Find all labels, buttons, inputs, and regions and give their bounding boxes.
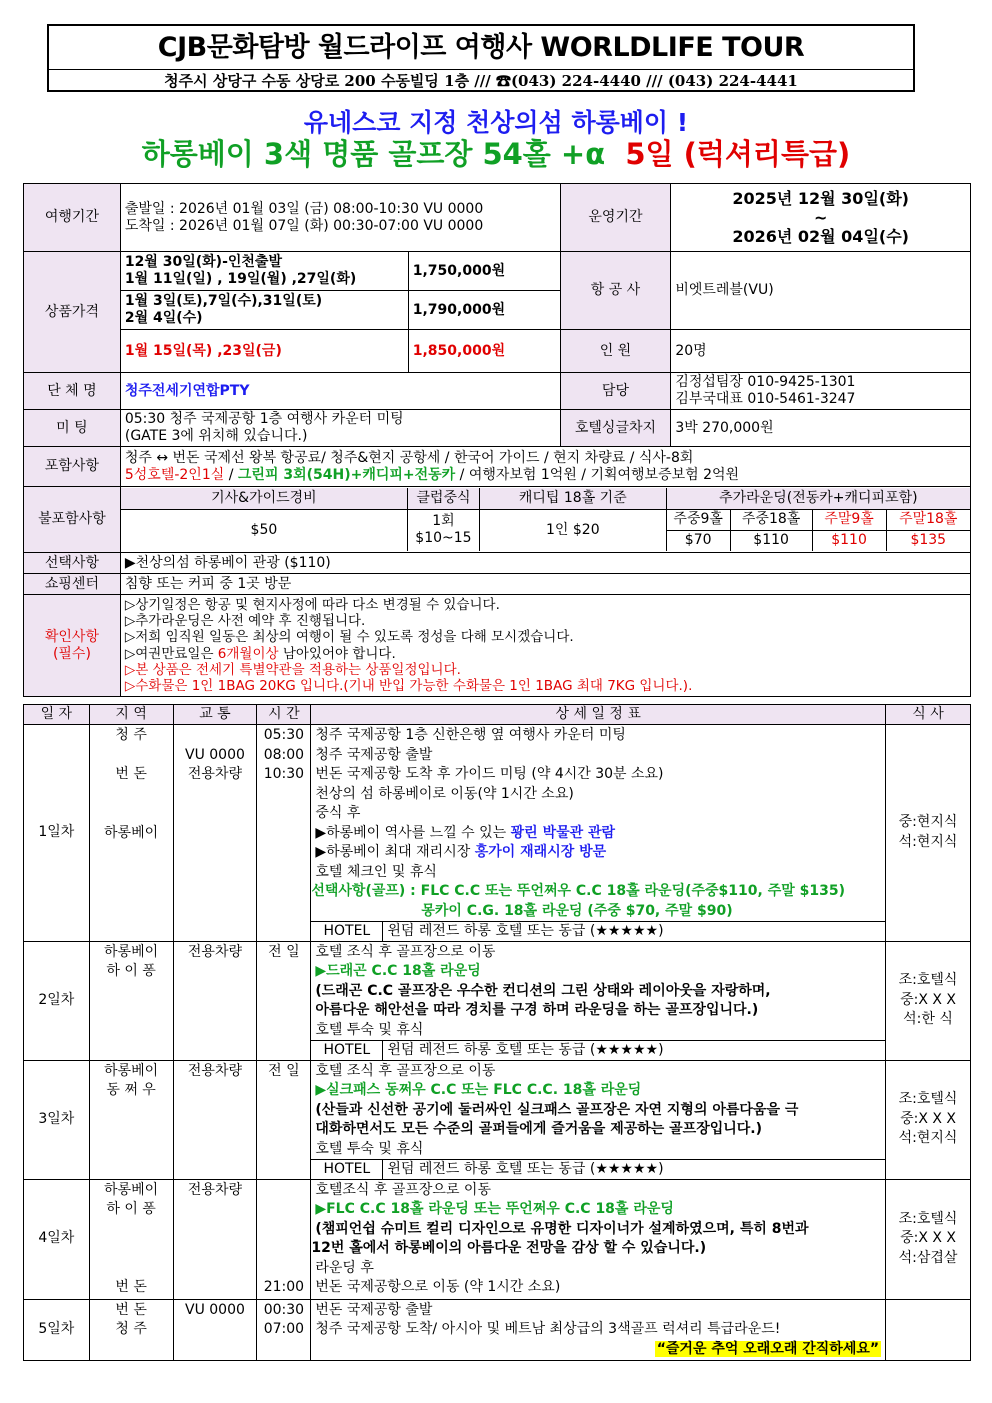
incl-line-2: [125, 467, 966, 484]
head-transport: 교 통: [173, 705, 257, 725]
head-time: 시 간: [257, 705, 311, 725]
time-1-c: 10:30: [263, 766, 305, 782]
meal-4-b: 중:X X X: [900, 1230, 956, 1247]
excl-lunch-1: 1회: [432, 513, 455, 530]
price-1: 1,750,000원: [408, 252, 560, 291]
meal-3-a: 조:호텔식: [898, 1091, 958, 1108]
round-value-3: $110: [812, 530, 886, 551]
contact-1: 김정섭팀장 010-9425-1301: [675, 374, 856, 390]
region-4-b: 하 이 퐁: [106, 1201, 156, 1217]
detail-1-2: 청주 국제공항 출발: [315, 746, 433, 763]
ops-label: 운영기간: [560, 184, 671, 252]
notice-passport-a: ▷여권만료일은: [124, 645, 218, 662]
head-region: 지 역: [89, 705, 173, 725]
detail-1-museum-a: ▶하롱베이 역사를 느낄 수 있는: [315, 824, 511, 841]
region-3: [89, 1060, 173, 1179]
hotel-label-3: HOTEL: [311, 1160, 383, 1180]
meals-1: [886, 725, 971, 942]
hotel-label-2: HOTEL: [311, 1041, 383, 1061]
price-dates-1a: 12월 30일(화)-인천출발: [124, 254, 282, 270]
incl-hotel: 5성호텔-2인1실: [124, 466, 225, 483]
price-2: 1,790,000원: [408, 291, 560, 330]
price-dates-2: [120, 291, 408, 330]
meals-5: [886, 1299, 971, 1361]
ops-end: 2026년 02월 04일(수): [732, 227, 909, 246]
detail-2-3: (드래곤 C.C 골프장은 우수한 컨디션의 그린 상태와 레이아웃을 자랑하며,: [315, 982, 771, 999]
head-meals: 식 사: [886, 705, 971, 725]
transport-1: [173, 725, 257, 942]
detail-2-1: 호텔 조식 후 골프장으로 이동: [315, 943, 496, 960]
detail-3-2: ▶실크패스 동쩌우 C.C 또는 FLC C.C. 18홀 라운딩: [315, 1082, 642, 1098]
promo-title-main: 하롱베이 3색 명품 골프장 54홀 +α: [141, 137, 606, 171]
detail-1-market-a: ▶하롱베이 최대 재리시장: [315, 844, 475, 860]
info-table: [23, 183, 971, 697]
day-4: 4일차: [24, 1179, 90, 1299]
shop-value: 침향 또는 커피 중 1곳 방문: [120, 574, 970, 595]
region-1-b: 번 돈: [115, 766, 147, 782]
meeting-2: (GATE 3에 위치해 있습니다.): [124, 428, 308, 444]
time-4-a: 21:00: [263, 1279, 305, 1295]
detail-1-opt1: 선택사항(골프) : FLC C.C 또는 뚜언쩌우 C.C 18홀 라운딩(주중$110, 주말 $135): [311, 883, 845, 899]
group-label: 단 체 명: [24, 373, 121, 410]
notice-cell: [120, 595, 970, 697]
excl-head-rounds: 추가라운딩(전동카+캐디피포함): [666, 488, 970, 509]
detail-5-2: 청주 국제공항 도착/ 아시아 및 베트남 최상급의 3색골프 럭셔리 특급라운드!: [315, 1321, 781, 1337]
detail-1-3: 번돈 국제공항 도착 후 가이드 미팅 (약 4시간 30분 소요): [315, 766, 664, 782]
notice-label: [24, 595, 121, 697]
price-dates-2b: 2월 4일(수): [124, 310, 203, 326]
region-3-b: 동 쩌 우: [106, 1082, 156, 1098]
detail-3-4: 대화하면서도 모든 수준의 골퍼들에게 즐거움을 제공하는 골프장입니다.): [315, 1121, 763, 1137]
meal-2-b: 중:X X X: [900, 991, 956, 1008]
detail-4-5: 라운딩 후: [315, 1259, 374, 1276]
excl-guide-value: $50: [121, 509, 408, 551]
head-day: 일 자: [24, 705, 90, 725]
time-1-a: 05:30: [263, 727, 305, 743]
time-5-b: 07:00: [263, 1321, 305, 1337]
excl-lunch-2: $10~15: [415, 530, 472, 547]
region-4: [89, 1179, 173, 1299]
meals-2: [886, 941, 971, 1060]
detail-5-1: 번돈 국제공항 출발: [315, 1301, 433, 1318]
region-5-a: 번 돈: [115, 1301, 147, 1318]
contact-cell: [671, 373, 971, 410]
hotel-row-1: [311, 921, 885, 942]
round-head-4: 주말18홀: [886, 509, 970, 530]
details-2: [311, 941, 886, 1060]
detail-1-1: 청주 국제공항 1층 신한은행 옆 여행사 카운터 미팅: [315, 727, 626, 743]
detail-1-checkin: 호텔 체크인 및 휴식: [315, 863, 437, 880]
notice-passport-b: 6개월이상: [217, 645, 279, 662]
round-head-1: 주중9홀: [666, 509, 730, 530]
meal-2-c: 석:한 식: [903, 1011, 953, 1028]
notice-passport-c: 남아있어야 합니다.: [278, 645, 396, 662]
airline-value: 비엣트레블(VU): [671, 252, 971, 330]
hotel-name-1: 윈덤 레전드 하롱 호텔 또는 동급 (★★★★★): [387, 923, 664, 939]
round-head-2: 주중18홀: [730, 509, 812, 530]
hotel-name-2: 윈덤 레전드 하롱 호텔 또는 동급 (★★★★★): [387, 1042, 664, 1058]
excl-head-guide: 기사&가이드경비: [121, 488, 408, 509]
region-4-c: 번 돈: [115, 1279, 147, 1295]
hotel-row-3: [311, 1159, 885, 1180]
day-5: 5일차: [24, 1299, 90, 1361]
meal-4-a: 조:호텔식: [898, 1210, 958, 1227]
notice-2: ▷추가라운딩은 사전 예약 후 진행됩니다.: [124, 612, 366, 629]
meal-3-c: 석:현지식: [898, 1130, 958, 1147]
excl-label: 불포함사항: [24, 487, 121, 553]
detail-4-1: 호텔조식 후 골프장으로 이동: [315, 1181, 491, 1198]
meals-3: [886, 1060, 971, 1179]
detail-1-5: 중식 후: [315, 805, 361, 821]
detail-2-5: 호텔 투숙 및 휴식: [315, 1021, 424, 1038]
detail-4-2: ▶FLC C.C 18홀 라운딩 또는 뚜언쩌우 C.C 18홀 라운딩: [315, 1201, 674, 1217]
company-title: CJB문화탐방 월드라이프 여행사 WORLDLIFE TOUR: [49, 26, 913, 70]
excl-lunch-value: [407, 509, 479, 551]
incl-line-1: 청주 ↔ 번돈 국제선 왕복 항공료/ 청주&현지 공항세 / 한국어 가이드 / 현지 차량료 / 식사-8회: [124, 449, 694, 466]
meeting-label: 미 팅: [24, 410, 121, 447]
transport-1-b: 전용차량: [187, 766, 242, 782]
ops-tilde: ~: [813, 208, 828, 227]
transport-3: 전용차량: [173, 1060, 257, 1179]
incl-sep: /: [224, 466, 238, 483]
region-2-a: 하롱베이: [104, 943, 159, 960]
meal-2-a: 조:호텔식: [898, 972, 958, 989]
head-details: 상 세 일 정 표: [311, 705, 886, 725]
transport-1-a: VU 0000: [185, 746, 245, 763]
contact-2: 김부국대표 010-5461-3247: [675, 391, 856, 407]
price-dates-3: 1월 15일(목) ,23일(금): [120, 330, 408, 373]
details-3: [311, 1060, 886, 1179]
time-5: [257, 1299, 311, 1361]
detail-1-market-b: 홍가이 재래시장 방문: [474, 844, 607, 860]
time-4: [257, 1179, 311, 1299]
time-1-b: 08:00: [263, 746, 305, 763]
transport-4: 전용차량: [173, 1179, 257, 1299]
meal-1-b: 석:현지식: [898, 833, 958, 850]
detail-1-opt2: 몽카이 C.G. 18홀 라운딩 (주중 $70, 주말 $90): [421, 902, 733, 919]
round-value-1: $70: [666, 530, 730, 551]
shop-label: 쇼핑센터: [24, 574, 121, 595]
region-1: [89, 725, 173, 942]
detail-4-6: 번돈 국제공항으로 이동 (약 1시간 소요): [315, 1279, 561, 1295]
detail-2-2: ▶드래곤 C.C 18홀 라운딩: [315, 963, 481, 979]
transport-2: 전용차량: [173, 941, 257, 1060]
detail-1-market: [315, 843, 881, 863]
region-5-b: 청 주: [115, 1321, 147, 1337]
detail-1-museum-b: 꽝린 박물관 관람: [510, 824, 616, 841]
day-3: 3일차: [24, 1060, 90, 1179]
price-dates-2a: 1월 3일(토),7일(수),31일(토): [124, 293, 323, 309]
excl-cell: [120, 487, 970, 553]
ops-cell: [671, 184, 971, 252]
detail-1-4: 천상의 섬 하롱베이로 이동(약 1시간 소요): [315, 785, 574, 802]
time-3: 전 일: [257, 1060, 311, 1179]
price-dates-1b: 1월 11일(일) , 19일(월) ,27일(화): [124, 271, 357, 287]
notice-label-1: 확인사항: [44, 628, 99, 645]
hotel-row-2: [311, 1040, 885, 1061]
ops-start: 2025년 12월 30일(화): [732, 189, 909, 208]
notice-1: ▷상기일정은 항공 및 현지사정에 따라 다소 변경될 수 있습니다.: [124, 596, 500, 613]
day-row-2: [24, 941, 971, 1060]
region-1-c: 하롱베이: [104, 824, 159, 841]
company-header: [47, 24, 915, 92]
meeting-1: 05:30 청주 국제공항 1층 여행사 카운터 미팅: [124, 411, 404, 427]
day-row-3: [24, 1060, 971, 1179]
people-label: 인 원: [560, 330, 671, 373]
meeting-cell: [120, 410, 560, 447]
company-address: 청주시 상당구 수동 상당로 200 수동빌딩 1층 /// ☎(043) 224-4440 /// (043) 224-4441: [164, 72, 798, 90]
details-4: [311, 1179, 886, 1299]
day-2: 2일차: [24, 941, 90, 1060]
promo-subtitle: 유네스코 지정 천상의섬 하롱베이 !: [303, 108, 689, 137]
transport-5: VU 0000: [173, 1299, 257, 1361]
region-5: [89, 1299, 173, 1361]
period-cell: [120, 184, 560, 252]
incl-rest: / 여행자보험 1억원 / 기획여행보증보험 2억원: [455, 466, 740, 483]
detail-4-3: (챔피언쉽 슈미트 컬리 디자인으로 유명한 디자이너가 설계하였으며, 특히 8번과: [315, 1220, 809, 1237]
excl-head-lunch: 클럽중식: [407, 488, 479, 509]
detail-2-4: 아름다운 해안선을 따라 경치를 구경 하며 라운딩을 하는 골프장입니다.): [315, 1002, 759, 1018]
notice-label-2: (필수): [52, 645, 91, 662]
excl-head-caddy: 캐디팁 18홀 기준: [479, 488, 666, 509]
notice-red-2: ▷수화물은 1인 1BAG 20KG 입니다.(기내 반입 가능한 수화물은 1인 1BAG 최대 7KG 입니다.).: [124, 678, 693, 695]
region-2-b: 하 이 퐁: [106, 963, 156, 979]
opt-value: ▶천상의섬 하롱베이 관광 ($110): [120, 553, 970, 574]
excl-caddy-value: 1인 $20: [479, 509, 666, 551]
hotel-label-1: HOTEL: [311, 922, 383, 942]
group-value: 청주전세기연합PTY: [120, 373, 560, 410]
period-label: 여행기간: [24, 184, 121, 252]
region-2: [89, 941, 173, 1060]
details-1: [311, 725, 886, 942]
detail-3-1: 호텔 조식 후 골프장으로 이동: [315, 1062, 496, 1079]
details-5: [311, 1299, 886, 1361]
meal-4-c: 석:삼겹살: [898, 1249, 958, 1266]
incl-green-fee: 그린피 3회(54H)+캐디피+전동카: [237, 466, 456, 483]
incl-label: 포함사항: [24, 447, 121, 487]
incl-cell: [120, 447, 970, 487]
excl-table: [121, 488, 970, 551]
day-row-5: [24, 1299, 971, 1361]
contact-label: 담당: [560, 373, 671, 410]
region-4-a: 하롱베이: [104, 1181, 159, 1198]
day-row-4: [24, 1179, 971, 1299]
day-1: 1일차: [24, 725, 90, 942]
airline-label: 항 공 사: [560, 252, 671, 330]
promo-title-red: 5일 (럭셔리특급): [625, 137, 851, 171]
hotel-name-3: 윈덤 레전드 하롱 호텔 또는 동급 (★★★★★): [387, 1161, 664, 1177]
price-dates-1: [120, 252, 408, 291]
region-3-a: 하롱베이: [104, 1062, 159, 1079]
notice-passport: [125, 646, 966, 662]
round-value-2: $110: [730, 530, 812, 551]
detail-4-4: 12번 홀에서 하롱베이의 아름다운 전망을 감상 할 수 있습니다.): [311, 1240, 707, 1256]
meal-3-b: 중:X X X: [900, 1110, 956, 1127]
schedule-table: [23, 704, 971, 1361]
time-2: 전 일: [257, 941, 311, 1060]
single-value: 3박 270,000원: [671, 410, 971, 447]
day-row-1: [24, 725, 971, 942]
notice-3: ▷저희 임직원 일동은 최상의 여행이 될 수 있도록 정성을 다해 모시겠습니다.: [124, 629, 574, 646]
region-1-a: 청 주: [115, 727, 147, 743]
detail-3-5: 호텔 투숙 및 휴식: [315, 1140, 424, 1157]
price-3: 1,850,000원: [408, 330, 560, 373]
depart-text: 출발일 : 2026년 01월 03일 (금) 08:00-10:30 VU 0000: [124, 200, 484, 217]
round-value-4: $135: [886, 530, 970, 551]
price-label: 상품가격: [24, 252, 121, 373]
time-5-a: 00:30: [263, 1301, 305, 1318]
round-head-3: 주말9홀: [812, 509, 886, 530]
people-value: 20명: [671, 330, 971, 373]
promo-title: [0, 132, 992, 173]
meals-4: [886, 1179, 971, 1299]
closing-message: “즐거운 추억 오래오래 간직하세요”: [656, 1340, 880, 1357]
detail-3-3: (산들과 신선한 공기에 둘러싸인 실크패스 골프장은 자연 지형의 아름다움을 극: [315, 1101, 799, 1118]
opt-label: 선택사항: [24, 553, 121, 574]
meal-1-a: 중:현지식: [898, 814, 958, 831]
single-label: 호텔싱글차지: [560, 410, 671, 447]
notice-red-1: ▷본 상품은 전세기 특별약관을 적용하는 상품일정입니다.: [124, 661, 461, 678]
arrive-text: 도착일 : 2026년 01월 07일 (화) 00:30-07:00 VU 0000: [124, 217, 484, 234]
time-1: [257, 725, 311, 942]
detail-1-museum: [315, 824, 881, 844]
